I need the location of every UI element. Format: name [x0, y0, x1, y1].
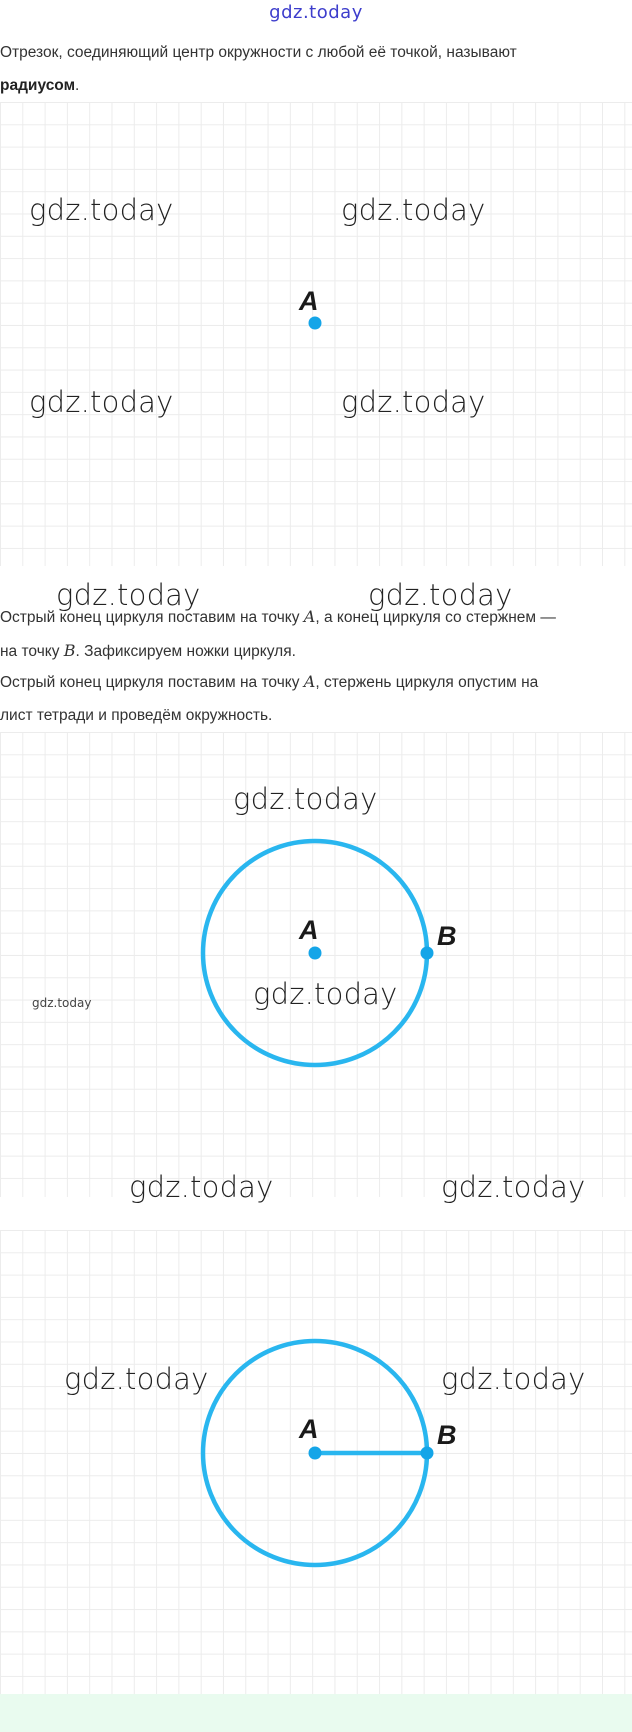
point-a-dot [309, 317, 322, 330]
definition-end: . [75, 77, 80, 94]
watermark: gdz.today [253, 977, 398, 1011]
step-1-paragraph [0, 600, 630, 668]
point-a-dot [309, 947, 322, 960]
footer-band [0, 1694, 632, 1732]
watermark: gdz.today [129, 1170, 274, 1204]
point-a-label: A [299, 915, 319, 945]
point-a-ref: A [303, 607, 316, 626]
watermark: gdz.today [29, 385, 174, 419]
watermark: gdz.today [56, 578, 201, 612]
watermark: gdz.today [441, 1170, 586, 1204]
watermark: gdz.today [341, 193, 486, 227]
watermark-small: gdz.today [32, 996, 92, 1010]
point-a-ref: A [303, 672, 316, 691]
step-2-text: , стержень циркуля опустим на [315, 674, 539, 691]
figure-point-a [0, 102, 632, 566]
step-1-text: , а конец циркуля со стержнем — [315, 609, 556, 626]
figure-circle-ab [0, 732, 632, 1197]
figure-radius-ab-drawing [0, 1230, 632, 1694]
point-b-label: B [437, 1420, 457, 1450]
site-logo[interactable]: gdz.today [269, 2, 363, 23]
point-b-dot [421, 1447, 434, 1460]
step-1-text: на точку [0, 643, 64, 660]
point-b-dot [421, 947, 434, 960]
point-a-label: A [299, 286, 319, 316]
watermark: gdz.today [441, 1362, 586, 1396]
point-b-label: B [437, 921, 457, 951]
definition-text: Отрезок, соединяющий центр окружности с любой её точкой, называют [0, 44, 517, 61]
step-1-text: . Зафиксируем ножки циркуля. [75, 643, 296, 660]
point-a-dot [309, 1447, 322, 1460]
point-b-ref: B [63, 641, 76, 660]
figure-radius-ab [0, 1230, 632, 1694]
point-a-label: A [299, 1414, 319, 1444]
step-2-text: лист тетради и проведём окружность. [0, 707, 273, 724]
figure-point-a-drawing [0, 102, 632, 566]
watermark: gdz.today [341, 385, 486, 419]
definition-paragraph [0, 36, 630, 102]
watermark: gdz.today [64, 1362, 209, 1396]
definition-term: радиусом [0, 77, 76, 94]
figure-circle-ab-drawing [0, 732, 632, 1197]
watermark: gdz.today [368, 578, 513, 612]
step-2-paragraph [0, 665, 630, 732]
watermark: gdz.today [29, 193, 174, 227]
step-1-text: Острый конец циркуля поставим на точку [0, 609, 304, 626]
watermark: gdz.today [233, 782, 378, 816]
step-2-text: Острый конец циркуля поставим на точку [0, 674, 304, 691]
